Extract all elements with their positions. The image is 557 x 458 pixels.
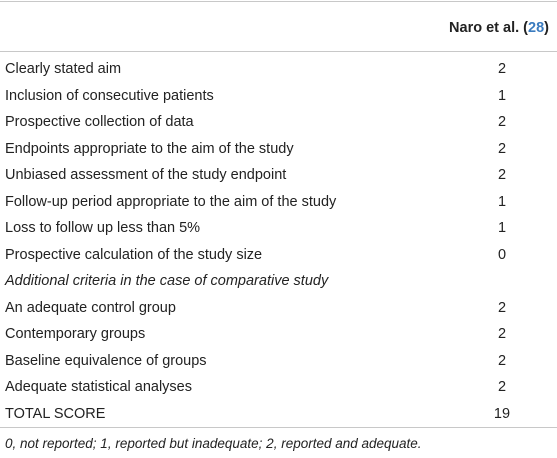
criterion-score: 2 bbox=[497, 167, 507, 183]
table-row bbox=[0, 162, 557, 189]
section-subheading-row bbox=[0, 268, 557, 295]
criterion-score: 2 bbox=[497, 299, 507, 316]
criterion-score: 1 bbox=[497, 193, 507, 210]
table-row bbox=[0, 56, 557, 83]
criterion-label: Loss to follow up less than 5% bbox=[5, 220, 201, 236]
table-row bbox=[0, 295, 557, 322]
table-row bbox=[0, 189, 557, 216]
criterion-label: Endpoints appropriate to the aim of the study bbox=[5, 140, 294, 157]
total-score-value: 19 bbox=[493, 405, 511, 422]
study-column-header bbox=[449, 20, 549, 36]
table-header bbox=[0, 1, 557, 51]
criterion-label: Unbiased assessment of the study endpoint bbox=[5, 167, 287, 183]
table-body bbox=[0, 56, 557, 427]
criterion-label: Baseline equivalence of groups bbox=[5, 352, 207, 369]
header-rule bbox=[0, 51, 557, 52]
criterion-label: An adequate control group bbox=[5, 299, 176, 316]
criterion-score: 0 bbox=[497, 246, 507, 263]
reference-link[interactable]: 28 bbox=[528, 20, 545, 36]
criterion-label: Follow-up period appropriate to the aim of the study bbox=[5, 193, 337, 210]
table-row bbox=[0, 321, 557, 348]
criterion-label: Clearly stated aim bbox=[5, 61, 122, 77]
criterion-label: Inclusion of consecutive patients bbox=[5, 87, 214, 104]
table-row bbox=[0, 136, 557, 163]
criterion-score: 2 bbox=[497, 352, 507, 369]
criterion-score: 2 bbox=[497, 326, 507, 342]
total-score-row bbox=[0, 401, 557, 428]
table-footnote: 0, not reported; 1, reported but inadequate; 2, reported and adequate. bbox=[5, 436, 422, 451]
table-row bbox=[0, 109, 557, 136]
criterion-label: Prospective calculation of the study size bbox=[5, 246, 263, 263]
criterion-score: 2 bbox=[497, 114, 507, 130]
table-bottom-rule bbox=[0, 427, 557, 428]
criterion-score: 1 bbox=[497, 87, 507, 104]
criterion-score: 2 bbox=[497, 140, 507, 157]
criterion-score: 2 bbox=[497, 379, 507, 395]
table-row bbox=[0, 242, 557, 269]
study-name-close: ) bbox=[544, 20, 549, 36]
criterion-score: 2 bbox=[497, 61, 507, 77]
table-row bbox=[0, 215, 557, 242]
criterion-label: Adequate statistical analyses bbox=[5, 379, 192, 395]
criterion-score: 1 bbox=[497, 220, 507, 236]
table-row bbox=[0, 83, 557, 110]
criterion-label: Contemporary groups bbox=[5, 326, 146, 342]
section-subheading: Additional criteria in the case of comparative study bbox=[5, 273, 329, 289]
criterion-label: Prospective collection of data bbox=[5, 114, 194, 130]
total-score-label: TOTAL SCORE bbox=[5, 405, 106, 422]
table-row bbox=[0, 348, 557, 375]
table-row bbox=[0, 374, 557, 401]
study-name: Naro et al. ( bbox=[449, 20, 529, 36]
